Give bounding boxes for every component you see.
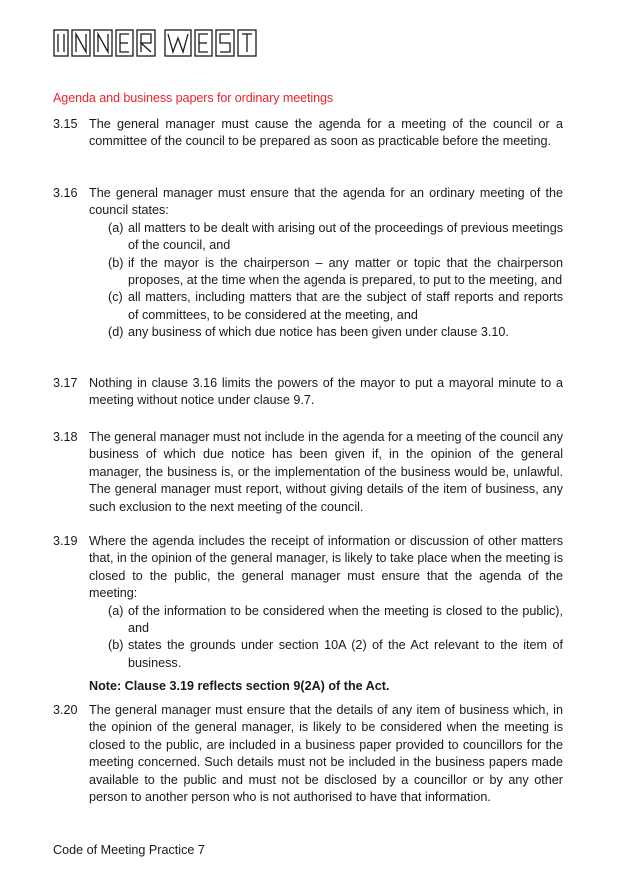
list-item: [89, 324, 563, 341]
clause-3-20: [53, 702, 563, 806]
clause-3-19: [53, 533, 563, 672]
list-item: [89, 220, 563, 255]
clause-note: Note: Clause 3.19 reflects section 9(2A) of the Act.: [89, 679, 390, 693]
list-item-text: states the grounds under section 10A (2) of the Act relevant to the item of business.: [128, 638, 563, 670]
list-item-label: (c): [108, 290, 123, 305]
list-item-text: all matters to be dealt with arising out of the proceedings of previous meetings of the council, and: [128, 220, 563, 253]
list-item: [89, 603, 563, 638]
list-item: [89, 255, 563, 290]
clause-text: Where the agenda includes the receipt of information or discussion of other matters that, in the opinion of the general manager, is likely to take place when the meeting is closed to the public, the general manager must ensure that the agenda of the meeting:: [89, 534, 563, 601]
list-item-label: (a): [108, 220, 124, 235]
clause-number: 3.17: [53, 376, 78, 390]
clause-3-18: [53, 429, 563, 516]
list-item-label: (d): [108, 325, 124, 340]
clause-3-15: [53, 116, 563, 151]
list-item-text: if the mayor is the chairperson – any matter or topic that the chairperson proposes, at the time when the agenda is prepared, to put to the meeting, and: [128, 255, 563, 288]
clause-text: The general manager must ensure that the agenda for an ordinary meeting of the council states:: [89, 186, 563, 218]
section-heading: Agenda and business papers for ordinary meetings: [53, 91, 334, 105]
clause-number: 3.19: [53, 534, 78, 548]
list-item-text: any business of which due notice has been given under clause 3.10.: [128, 325, 509, 340]
page-footer: Code of Meeting Practice 7: [53, 843, 205, 857]
clause-3-16: [53, 185, 563, 342]
clause-text: The general manager must not include in the agenda for a meeting of the council any business of which due notice has been given if, in the opinion of the general manager, the business is, or the implementation of the business would be, unlawful. The general manager must report, without giving details of the item of business, any such exclusion to the next meeting of the council.: [89, 430, 563, 514]
list-item-text: of the information to be considered when the meeting is closed to the public), and: [128, 603, 563, 636]
clause-number: 3.18: [53, 430, 78, 444]
clause-3-17: [53, 375, 563, 410]
inner-west-logo: [53, 22, 293, 66]
clause-number: 3.15: [53, 117, 78, 131]
list-item: [89, 289, 563, 324]
list-item: [89, 637, 563, 672]
clause-text: The general manager must cause the agenda for a meeting of the council or a committee of the council to be prepared as soon as practicable before the meeting.: [89, 117, 563, 149]
list-item-text: all matters, including matters that are the subject of staff reports and reports of committees, to be considered at the meeting, and: [128, 290, 563, 322]
clause-number: 3.16: [53, 186, 78, 200]
clause-text: The general manager must ensure that the details of any item of business which, in the opinion of the general manager, is likely to be considered when the meeting is closed to the public, are included in a business paper provided to councillors for the meeting concerned. Such details must not be included in the business papers made available to the public and must not be disclosed by a councillor or by any other person to another person who is not authorised to have that information.: [89, 703, 563, 805]
list-item-label: (a): [108, 603, 124, 618]
clause-number: 3.20: [53, 703, 78, 717]
list-item-label: (b): [108, 255, 124, 270]
clause-text: Nothing in clause 3.16 limits the powers of the mayor to put a mayoral minute to a meeting without notice under clause 9.7.: [89, 376, 563, 408]
list-item-label: (b): [108, 638, 124, 653]
